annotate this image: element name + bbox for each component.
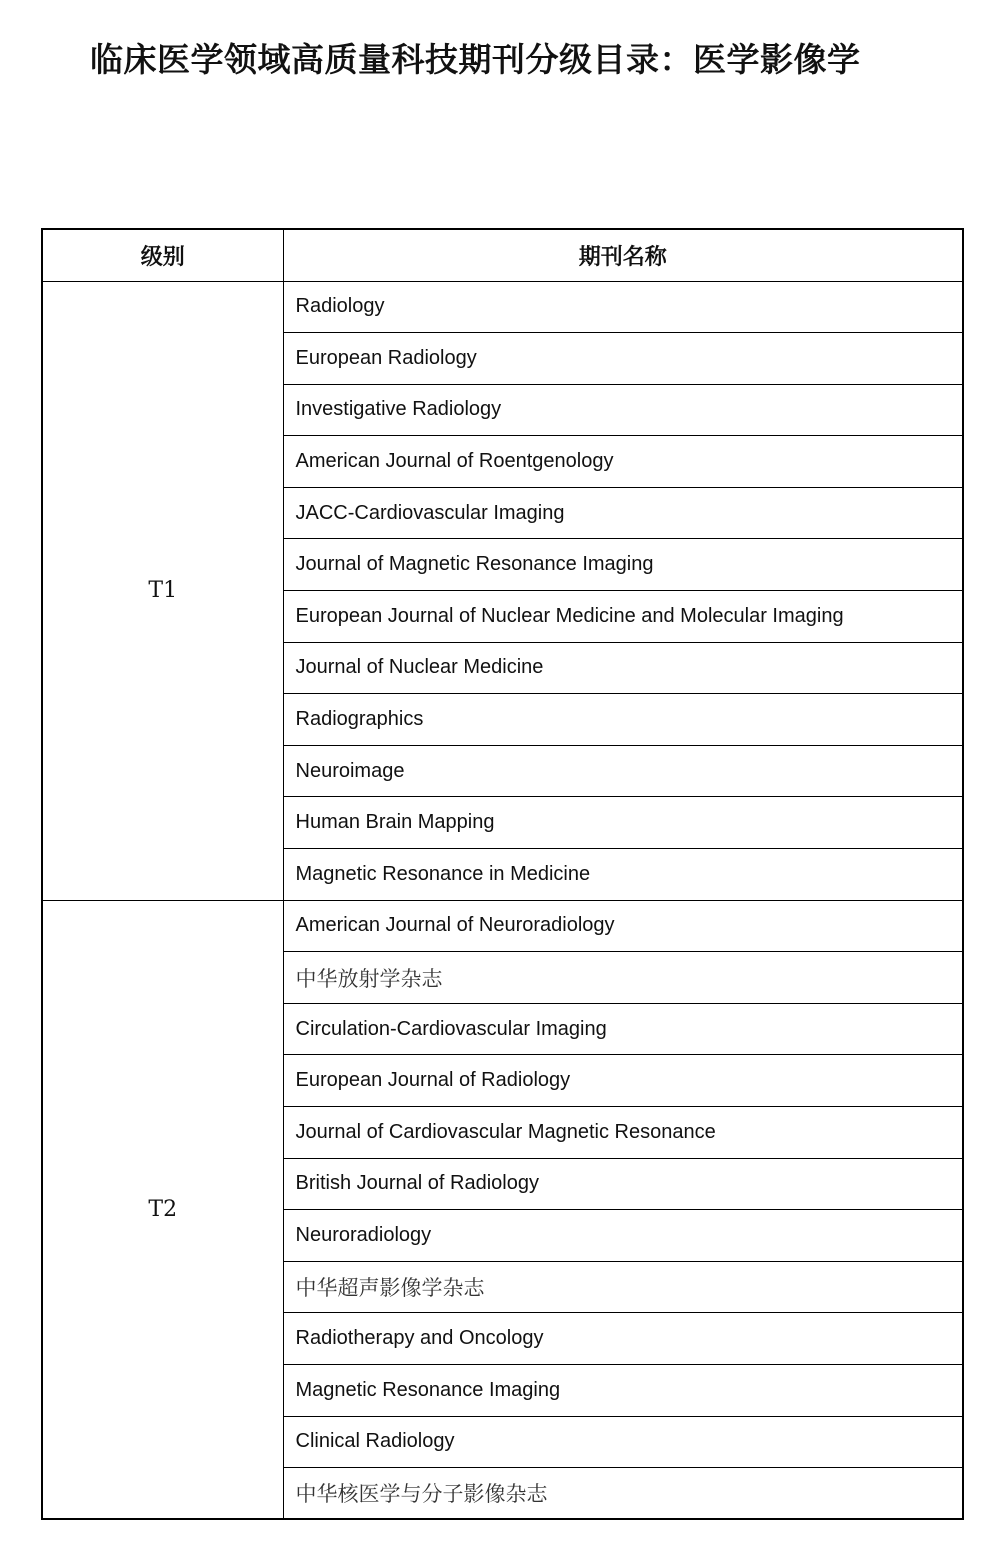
journal-name-cell: Neuroimage [283,745,963,797]
journal-name-cell: Journal of Nuclear Medicine [283,642,963,694]
journal-name-cell: Journal of Magnetic Resonance Imaging [283,539,963,591]
table-row [42,900,963,952]
table-row [42,281,963,333]
journal-name-cell: Clinical Radiology [283,1416,963,1468]
journal-name-cell: American Journal of Neuroradiology [283,900,963,952]
grade-cell: T1 [42,281,283,900]
journal-name-cell: European Journal of Radiology [283,1055,963,1107]
journal-name-cell: American Journal of Roentgenology [283,436,963,488]
table-body [42,281,963,1519]
journal-name-cell: Magnetic Resonance in Medicine [283,849,963,901]
journal-name-cell: Neuroradiology [283,1210,963,1262]
journal-name-cell: Radiotherapy and Oncology [283,1313,963,1365]
page-title: 临床医学领域高质量科技期刊分级目录：医学影像学 [90,40,861,79]
journal-name-cell: 中华核医学与分子影像杂志 [283,1468,963,1520]
journal-name-cell: Human Brain Mapping [283,797,963,849]
journal-name-cell: Radiology [283,281,963,333]
journal-name-cell: 中华放射学杂志 [283,952,963,1004]
journal-name-cell: British Journal of Radiology [283,1158,963,1210]
journal-name-cell: European Radiology [283,333,963,385]
journal-name-cell: Radiographics [283,694,963,746]
journal-name-cell: JACC-Cardiovascular Imaging [283,487,963,539]
journal-name-cell: European Journal of Nuclear Medicine and Molecular Imaging [283,591,963,643]
journal-name-cell: Magnetic Resonance Imaging [283,1364,963,1416]
journal-name-column-header: 期刊名称 [283,229,963,281]
table-header-row [42,229,963,281]
journal-name-cell: Investigative Radiology [283,384,963,436]
grade-column-header: 级别 [42,229,283,281]
journal-name-cell: 中华超声影像学杂志 [283,1261,963,1313]
journal-name-cell: Circulation-Cardiovascular Imaging [283,1003,963,1055]
journal-name-cell: Journal of Cardiovascular Magnetic Resonance [283,1107,963,1159]
journal-table [41,228,964,1520]
grade-cell: T2 [42,900,283,1519]
